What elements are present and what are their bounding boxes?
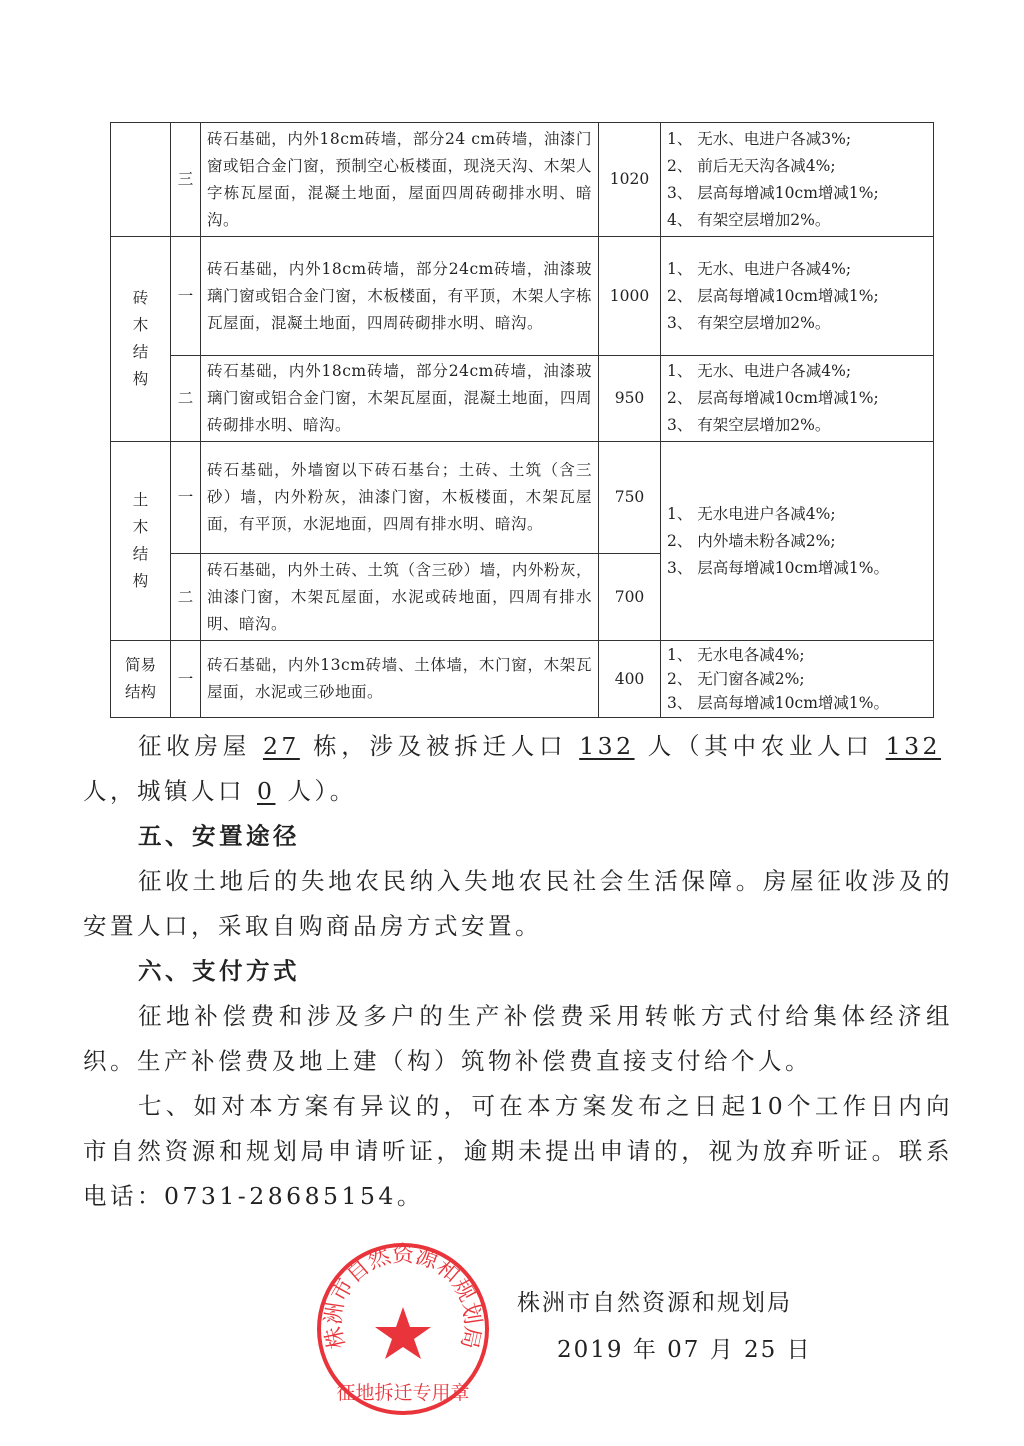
text: 人，城镇人口 [83,777,245,805]
note: 2、 内外墙未粉各减2%; [667,531,836,550]
grade-cell: 一 [171,641,201,718]
note: 1、 无水、电进户各减3%; [667,129,852,148]
adjustment-notes-cell [661,356,934,442]
description-cell: 砖石基础，内外18cm砖墙，部分24cm砖墙，油漆玻璃门窗或铝合金门窗，木板楼面，有平顶，木架人字栋瓦屋面，混凝土地面，四周砖砌排水明、暗沟。 [201,237,599,356]
structure-type-cell [111,442,171,641]
note: 1、 无水、电进户各减4%; [667,362,852,380]
note: 2、 前后无天沟各减4%; [667,156,836,175]
price-cell: 750 [599,442,661,554]
grade-cell: 一 [171,237,201,356]
grade-cell: 二 [171,554,201,641]
price-cell: 1000 [599,237,661,356]
price-cell: 400 [599,641,661,718]
structure-type-label: 土木结构 [132,491,149,590]
description-cell: 砖石基础，内外18cm砖墙，部分24cm砖墙，油漆玻璃门窗或铝合金门窗，木架瓦屋面，混凝土地面，四周砖砌排水明、暗沟。 [201,356,599,442]
note: 3、 有架空层增加2%。 [667,313,831,332]
table-row [111,641,934,718]
description-cell: 砖石基础，内外土砖、土筑（含三砂）墙，内外粉灰，油漆门窗，木架瓦屋面，水泥或砖地面，四周有排水明、暗沟。 [201,554,599,641]
structure-type-cell [111,123,171,237]
housing-compensation-table [110,122,934,718]
note: 1、 无水电进户各减4%; [667,504,836,523]
note: 2、 无门窗各减2%; [667,670,805,688]
note: 3、 层高每增减10cm增减1%。 [667,558,889,577]
urban-count: 0 [257,777,276,805]
section-heading: 六、支付方式 [138,957,300,985]
grade-cell: 二 [171,356,201,442]
official-seal [313,1239,493,1419]
grade-cell: 一 [171,442,201,554]
people-count: 132 [579,732,635,760]
adjustment-notes-cell [661,237,934,356]
structure-type-label: 简易结构 [125,656,157,701]
population-paragraph [83,724,953,814]
note: 3、 有架空层增加2%。 [667,416,831,434]
text: 栋，涉及被拆迁人口 [311,732,568,760]
table-row [111,442,934,554]
text: 人）。 [287,777,357,805]
table-row [111,356,934,442]
note: 3、 层高每增减10cm增减1%。 [667,694,889,712]
agricultural-count: 132 [885,732,942,760]
structure-type-cell [111,237,171,442]
adjustment-notes-cell [661,123,934,237]
price-cell: 950 [599,356,661,442]
note: 2、 层高每增减10cm增减1%; [667,286,879,305]
section-text: 七、如对本方案有异议的，可在本方案发布之日起10个工作日内向市自然资源和规划局申请听证，逾期未提出申请的，视为放弃听证。联系电话：0731-28685154。 [83,1092,953,1210]
star-icon [375,1307,431,1359]
description-cell: 砖石基础，内外13cm砖墙、土体墙，木门窗，木架瓦屋面，水泥或三砂地面。 [201,641,599,718]
note: 4、 有架空层增加2%。 [667,210,831,229]
text: 人（其中农业人口 [646,732,874,760]
houses-count: 27 [262,732,300,760]
signature-block [83,1229,953,1429]
price-cell: 1020 [599,123,661,237]
signature-date: 2019 年 07 月 25 日 [557,1337,812,1363]
adjustment-notes-cell [661,641,934,718]
note: 2、 层高每增减10cm增减1%; [667,389,879,407]
structure-type-cell [111,641,171,718]
table-row [111,123,934,237]
note: 3、 层高每增减10cm增减1%; [667,183,879,202]
section-heading: 五、安置途径 [138,822,300,850]
section-text: 征收土地后的失地农民纳入失地农民社会生活保障。房屋征收涉及的安置人口，采取自购商品房方式安置。 [83,867,953,940]
signature-organization: 株洲市自然资源和规划局 [517,1290,792,1316]
note: 1、 无水、电进户各减4%; [667,259,852,278]
adjustment-notes-cell [661,442,934,641]
svg-text:征地拆迁专用章: 征地拆迁专用章 [336,1382,470,1404]
structure-type-label: 砖木结构 [132,289,149,388]
document-body [83,724,953,1219]
description-cell: 砖石基础，内外18cm砖墙，部分24 cm砖墙，油漆门窗或铝合金门窗，预制空心板楼面，现浇天沟、木架人字栋瓦屋面，混凝土地面，屋面四周砖砌排水明、暗沟。 [201,123,599,237]
text: 征收房屋 [138,732,251,760]
note: 1、 无水电各减4%; [667,646,805,664]
table-row [111,237,934,356]
price-cell: 700 [599,554,661,641]
section-text: 征地补偿费和涉及多户的生产补偿费采用转帐方式付给集体经济组织。生产补偿费及地上建（构）筑物补偿费直接支付给个人。 [83,1002,953,1075]
grade-cell: 三 [171,123,201,237]
description-cell: 砖石基础，外墙窗以下砖石基台；土砖、土筑（含三砂）墙，内外粉灰，油漆门窗，木板楼面，木架瓦屋面，有平顶，水泥地面，四周有排水明、暗沟。 [201,442,599,554]
svg-text:株洲市自然资源和规划局: 株洲市自然资源和规划局 [321,1242,485,1352]
